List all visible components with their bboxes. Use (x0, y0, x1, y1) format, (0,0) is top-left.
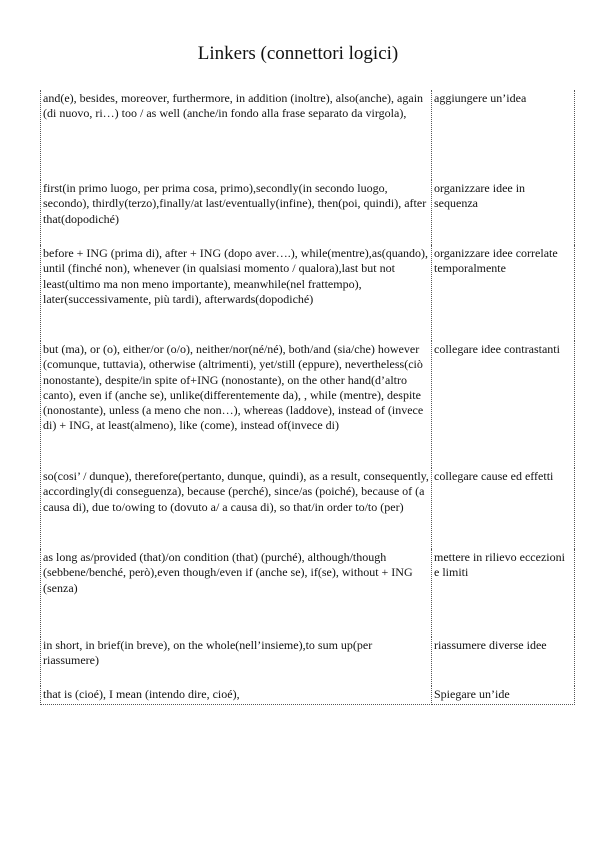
linker-function-cell: riassumere diverse idee (432, 637, 575, 686)
linker-function-cell: Spiegare un’ide (432, 686, 575, 704)
table-row (41, 180, 575, 245)
linker-expressions-cell: and(e), besides, moreover, furthermore, in addition (inoltre), also(anche), again (di nuovo, ri…) too / as well (anche/in fondo alla frase separato da virgola), (41, 90, 432, 180)
linker-function-cell: collegare idee contrastanti (432, 341, 575, 468)
linker-function-cell: mettere in rilievo eccezioni e limiti (432, 549, 575, 637)
table-row (41, 686, 575, 704)
table-row (41, 90, 575, 180)
linker-expressions-cell: first(in primo luogo, per prima cosa, primo),secondly(in secondo luogo, secondo), thirdly(terzo),finally/at last/eventually(infine), then(poi, quindi), after that(dopodiché) (41, 180, 432, 245)
table-row (41, 341, 575, 468)
linker-function-cell: aggiungere un’idea (432, 90, 575, 180)
linker-expressions-cell: as long as/provided (that)/on condition (that) (purché), although/though (sebbene/benché, però),even though/even if (anche se), if(se), without + ING (senza) (41, 549, 432, 637)
linker-expressions-cell: before + ING (prima di), after + ING (dopo aver….), while(mentre),as(quando), until (finché non), whenever (in qualsiasi momento / qualora),last but not least(ultimo ma non meno importante), meanwhile(nel frattempo), later(successivamente, più tardi), afterwards(dopodiché) (41, 245, 432, 341)
linker-expressions-cell: but (ma), or (o), either/or (o/o), neither/nor(né/né), both/and (sia/che) however (comunque, tuttavia), otherwise (altrimenti), yet/still (eppure), nevertheless(ciò nonostante), despite/in spite of+ING (nonostante), on the other hand(d’altro canto), even if (anche se), unlike(differentemente da), , while (mentre), despite (nonostante), unless (a meno che non…), whereas (laddove), instead of (invece di) + ING, at least(almeno), like (come), instead of(invece di) (41, 341, 432, 468)
linker-function-cell: organizzare idee in sequenza (432, 180, 575, 245)
table-row (41, 637, 575, 686)
linker-function-cell: organizzare idee correlate temporalmente (432, 245, 575, 341)
page-title: Linkers (connettori logici) (197, 43, 399, 64)
table-row (41, 468, 575, 549)
linker-expressions-cell: that is (cioé), I mean (intendo dire, cioé), (41, 686, 432, 704)
linker-expressions-cell: in short, in brief(in breve), on the whole(nell’insieme),to sum up(per riassumere) (41, 637, 432, 686)
table-row (41, 549, 575, 637)
linker-expressions-cell: so(cosi’ / dunque), therefore(pertanto, dunque, quindi), as a result, consequently, accordingly(di conseguenza), because (perché), since/as (poiché), because of (a causa di), due to/owing to (dovuto a/ a causa di), so that/in order to/to (per) (41, 468, 432, 549)
linker-function-cell: collegare cause ed effetti (432, 468, 575, 549)
linkers-table (40, 90, 575, 705)
table-row (41, 245, 575, 341)
